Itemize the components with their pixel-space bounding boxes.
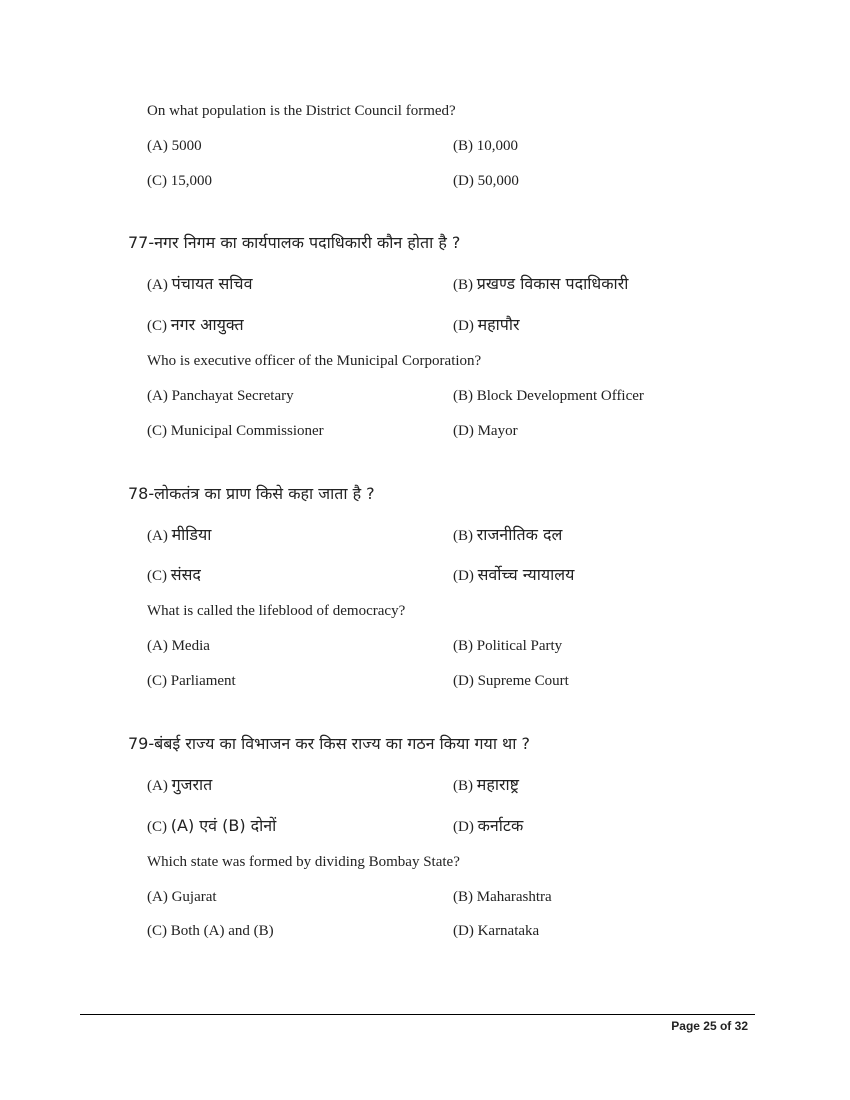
option-label: (B)	[453, 528, 473, 544]
option-label: (D)	[453, 318, 474, 334]
option-text: संसद	[170, 565, 201, 584]
q76-en-question: On what population is the District Council formed?	[147, 103, 456, 119]
q78-en-option-b: (B) Political Party	[453, 638, 563, 654]
q79-en-option-c: (C) Both (A) and (B)	[147, 923, 274, 939]
option-text: पंचायत सचिव	[171, 274, 253, 293]
q79-en-option-d: (D) Karnataka	[453, 923, 540, 939]
q78-hi-option-d	[453, 563, 574, 585]
q79-hi-question: 79-बंबई राज्य का विभाजन कर किस राज्य का गठन किया गया था ?	[128, 734, 530, 753]
footer-divider	[80, 1014, 755, 1015]
q77-hi-question: 77-नगर निगम का कार्यपालक पदाधिकारी कौन होता है ?	[128, 233, 461, 252]
option-label: (D)	[453, 568, 474, 584]
q76-option-b: (B) 10,000	[453, 138, 518, 154]
q77-en-question: Who is executive officer of the Municipal Corporation?	[147, 353, 482, 369]
q77-en-option-c: (C) Municipal Commissioner	[147, 423, 324, 439]
q77-en-option-b: (B) Block Development Officer	[453, 388, 644, 404]
option-label: (C)	[147, 318, 167, 334]
q77-hi-option-d	[453, 313, 520, 335]
q78-hi-option-b	[453, 523, 562, 545]
page-number: Page 25 of 32	[671, 1019, 748, 1033]
option-text: (A) एवं (B) दोनों	[170, 816, 277, 835]
option-text: सर्वोच्च न्यायालय	[477, 565, 575, 584]
q78-hi-option-c	[147, 563, 201, 585]
option-text: राजनीतिक दल	[476, 525, 563, 544]
option-text: महाराष्ट्र	[476, 775, 519, 794]
option-label: (B)	[453, 778, 473, 794]
q79-en-option-b: (B) Maharashtra	[453, 889, 552, 905]
option-label: (A)	[147, 277, 168, 293]
q79-hi-option-b	[453, 773, 519, 795]
option-text: कर्नाटक	[477, 816, 524, 835]
option-label: (B)	[453, 277, 473, 293]
q78-en-option-c: (C) Parliament	[147, 673, 236, 689]
option-label: (A)	[147, 778, 168, 794]
q79-en-question: Which state was formed by dividing Bombay State?	[147, 854, 460, 870]
option-label: (A)	[147, 528, 168, 544]
q76-option-c: (C) 15,000	[147, 173, 212, 189]
q79-en-option-a: (A) Gujarat	[147, 889, 217, 905]
option-label: (C)	[147, 819, 167, 835]
q77-en-option-a: (A) Panchayat Secretary	[147, 388, 294, 404]
q77-en-option-d: (D) Mayor	[453, 423, 518, 439]
option-text: महापौर	[477, 315, 520, 334]
q78-hi-question: 78-लोकतंत्र का प्राण किसे कहा जाता है ?	[128, 484, 375, 503]
q77-hi-option-a	[147, 272, 252, 294]
option-text: गुजरात	[171, 775, 213, 794]
q78-en-option-a: (A) Media	[147, 638, 210, 654]
q77-hi-option-b	[453, 272, 628, 294]
option-text: प्रखण्ड विकास पदाधिकारी	[476, 274, 629, 293]
option-label: (D)	[453, 819, 474, 835]
q76-option-d: (D) 50,000	[453, 173, 519, 189]
q79-hi-option-d	[453, 814, 523, 836]
q79-hi-option-c	[147, 814, 276, 836]
q78-hi-option-a	[147, 523, 211, 545]
q79-hi-option-a	[147, 773, 212, 795]
q78-en-question: What is called the lifeblood of democracy?	[147, 603, 406, 619]
option-text: मीडिया	[171, 525, 212, 544]
q78-en-option-d: (D) Supreme Court	[453, 673, 569, 689]
q77-hi-option-c	[147, 313, 244, 335]
option-label: (C)	[147, 568, 167, 584]
option-text: नगर आयुक्त	[170, 315, 244, 334]
q76-option-a: (A) 5000	[147, 138, 202, 154]
